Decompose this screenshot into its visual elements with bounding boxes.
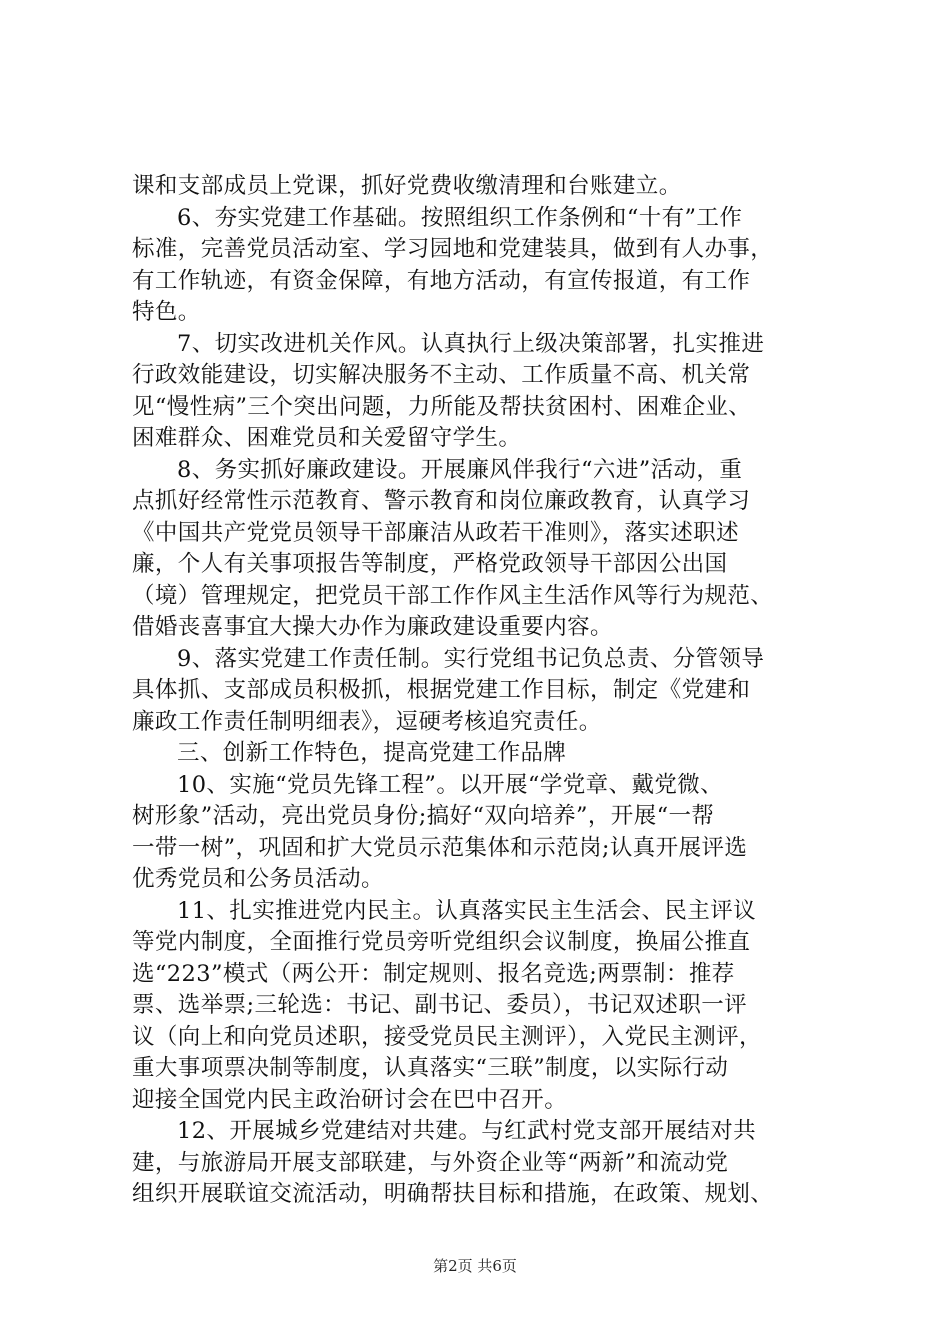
body-text <box>132 171 822 1211</box>
text-line: 议（向上和向党员述职，接受党员民主测评），入党民主测评， <box>132 1023 762 1050</box>
text-line: 建，与旅游局开展支部联建，与外资企业等“两新”和流动党 <box>132 1149 729 1176</box>
text-line: 组织开展联谊交流活动，明确帮扶目标和措施，在政策、规划、 <box>132 1181 774 1207</box>
text-line: 有工作轨迹，有资金保障，有地方活动，有宣传报道，有工作 <box>132 267 751 294</box>
text-line: 票、选举票;三轮选：书记、副书记、委员），书记双述职一评 <box>132 992 748 1018</box>
text-line: 具体抓、支部成员积极抓，根据党建工作目标，制定《党建和 <box>132 677 751 703</box>
text-line: 点抓好经常性示范教育、警示教育和岗位廉政教育，认真学习 <box>132 488 751 514</box>
text-line: 树形象”活动，亮出党员身份;搞好“双向培养”，开展“一帮 <box>132 803 715 829</box>
paragraph-start-line: 8、务实抓好廉政建设。开展廉风伴我行“六进”活动，重 <box>177 456 743 483</box>
text-line: 优秀党员和公务员活动。 <box>132 866 384 892</box>
text-line: 选“223”模式（两公开：制定规则、报名竞选;两票制：推荐 <box>132 960 735 987</box>
paragraph-start-line: 12、开展城乡党建结对共建。与红武村党支部开展结对共 <box>177 1118 757 1144</box>
text-line: 特色。 <box>132 299 201 325</box>
text-line: 借婚丧喜事宜大操大办作为廉政建设重要内容。 <box>132 614 613 640</box>
text-line: 迎接全国党内民主政治研讨会在巴中召开。 <box>132 1086 568 1113</box>
text-line: 标准，完善党员活动室、学习园地和党建装具，做到有人办事， <box>132 236 774 262</box>
text-line: 廉政工作责任制明细表》，逗硬考核追究责任。 <box>132 708 602 735</box>
text-line: 等党内制度，全面推行党员旁听党组织会议制度，换届公推直 <box>132 929 751 955</box>
paragraph-start-line: 9、落实党建工作责任制。实行党组书记负总责、分管领导 <box>177 645 765 672</box>
text-line: 课和支部成员上党课，抓好党费收缴清理和台账建立。 <box>132 173 682 199</box>
text-line: 廉，个人有关事项报告等制度，严格党政领导干部因公出国 <box>132 551 728 577</box>
text-line: 困难群众、困难党员和关爱留守学生。 <box>132 425 522 451</box>
text-line: （境）管理规定，把党员干部工作作风主生活作风等行为规范、 <box>132 582 774 609</box>
text-line: 行政效能建设，切实解决服务不主动、工作质量不高、机关常 <box>132 362 751 388</box>
page-number-footer: 第2页 共6页 <box>433 1257 517 1275</box>
paragraph-start-line: 6、夯实党建工作基础。按照组织工作条例和“十有”工作 <box>177 204 743 231</box>
text-line: 一带一树”，巩固和扩大党员示范集体和示范岗;认真开展评选 <box>132 834 748 861</box>
paragraph-start-line: 10、实施“党员先锋工程”。以开展“学党章、戴党微、 <box>177 771 724 798</box>
section-heading: 三、创新工作特色，提高党建工作品牌 <box>177 740 567 766</box>
paragraph-start-line: 11、扎实推进党内民主。认真落实民主生活会、民主评议 <box>177 897 757 924</box>
paragraph-start-line: 7、切实改进机关作风。认真执行上级决策部署，扎实推进 <box>177 330 765 357</box>
text-line: 重大事项票决制等制度，认真落实“三联”制度，以实际行动 <box>132 1055 729 1081</box>
text-line: 见“慢性病”三个突出问题，力所能及帮扶贫困村、困难企业、 <box>132 393 752 420</box>
text-line: 《中国共产党党员领导干部廉洁从政若干准则》，落实述职述 <box>132 519 740 546</box>
